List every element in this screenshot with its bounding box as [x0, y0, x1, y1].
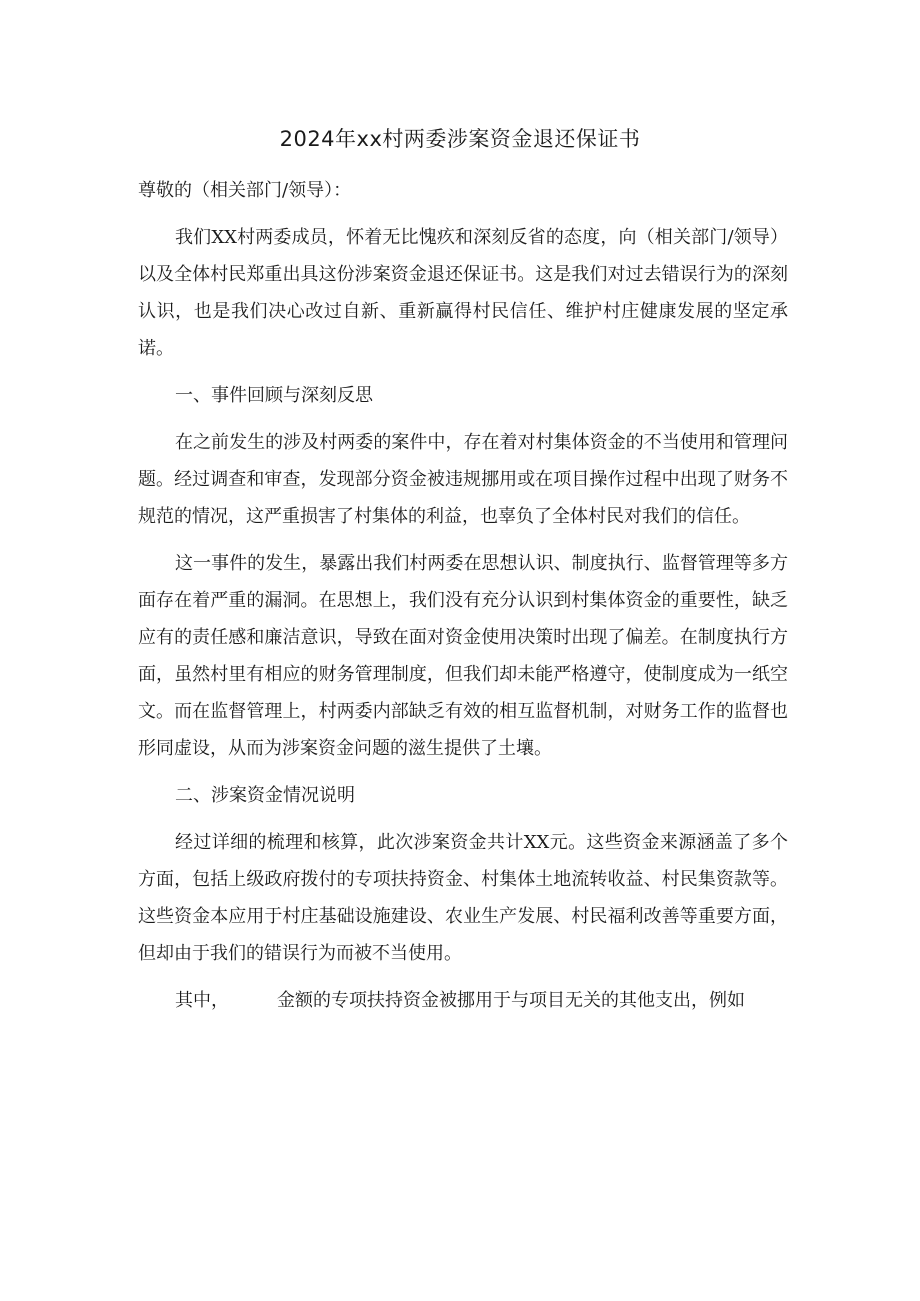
salutation: 尊敬的（相关部门/领导）： [138, 180, 352, 201]
section-1-paragraph-2: 这一事件的发生，暴露出我们村两委在思想认识、制度执行、监督管理等多方面存在着严重的漏洞。在思想上，我们没有充分认识到村集体资金的重要性，缺乏应有的责任感和廉洁意识，导致在面对资金使用决策时出现了偏差。在制度执行方面，虽然村里有相应的财务管理制度，但我们却未能严格遵守，使制度成为一纸空文。而在监督管理上，村两委内部缺乏有效的相互监督机制，对财务工作的监督也形同虚设，从而为涉案资金问题的滋生提供了土壤。 [138, 553, 788, 759]
section-1-paragraph-1: 在之前发生的涉及村两委的案件中，存在着对村集体资金的不当使用和管理问题。经过调查和审查，发现部分资金被违规挪用或在项目操作过程中出现了财务不规范的情况，这严重损害了村集体的利益，也辜负了全体村民对我们的信任。 [138, 432, 788, 527]
section-2-paragraph-1: 经过详细的梳理和核算，此次涉案资金共计XX元。这些资金来源涵盖了多个方面，包括上级政府拨付的专项扶持资金、村集体土地流转收益、村民集资款等。这些资金本应用于村庄基础设施建设、农业生产发展、村民福利改善等重要方面，但却由于我们的错误行为而被不当使用。 [138, 832, 788, 964]
section-2-paragraph-2-start: 其中， [175, 990, 229, 1011]
document-title: 2024年xx村两委涉案资金退还保证书 [279, 127, 641, 151]
section-2-heading: 二、涉案资金情况说明 [175, 785, 355, 806]
document-body [138, 172, 788, 1019]
section-1-heading: 一、事件回顾与深刻反思 [175, 385, 373, 406]
section-2-paragraph-2 [138, 982, 788, 1019]
section-2-paragraph-2-rest: 金额的专项扶持资金被挪用于与项目无关的其他支出，例如 [277, 990, 745, 1011]
intro-paragraph: 我们XX村两委成员，怀着无比愧疚和深刻反省的态度，向（相关部门/领导）以及全体村民郑重出具这份涉案资金退还保证书。这是我们对过去错误行为的深刻认识，也是我们决心改过自新、重新赢得村民信任、维护村庄健康发展的坚定承诺。 [138, 227, 788, 359]
